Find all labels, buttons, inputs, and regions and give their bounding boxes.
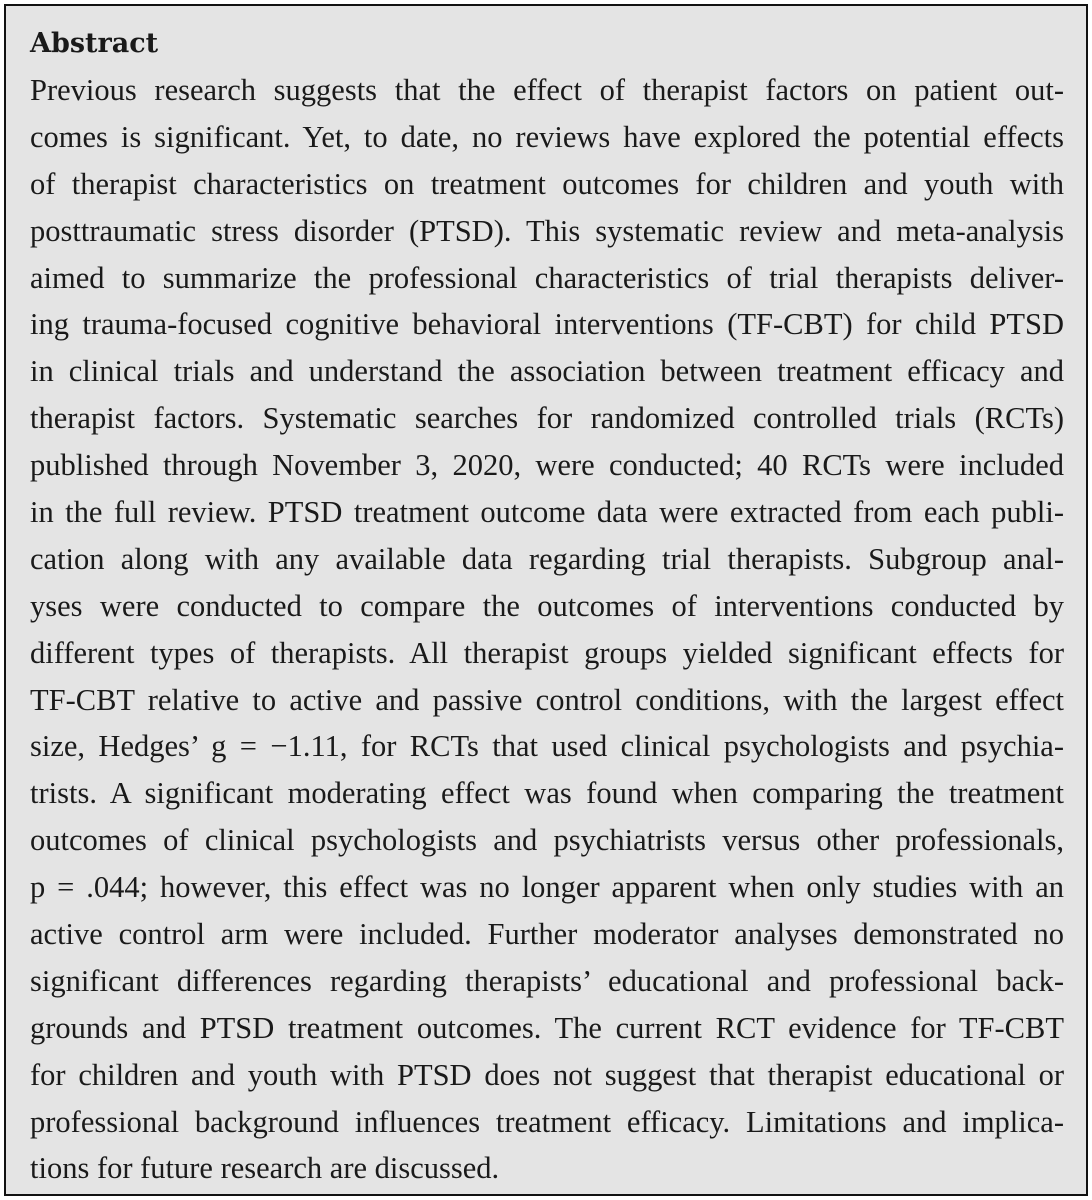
abstract-line: professional background influences treatment efficacy. Limitations and implica-: [30, 1104, 1064, 1139]
abstract-line: ing trauma-focused cognitive behavioral interventions (TF-CBT) for child PTSD: [30, 307, 1064, 342]
abstract-line: size, Hedges’ g = −1.11, for RCTs that used clinical psychologists and psychia-: [30, 729, 1064, 764]
abstract-line: trists. A significant moderating effect was found when comparing the treatment: [30, 776, 1064, 811]
abstract-line: published through November 3, 2020, were conducted; 40 RCTs were included: [30, 448, 1064, 483]
abstract-body: [30, 67, 1064, 1192]
abstract-line: therapist factors. Systematic searches for randomized controlled trials (RCTs): [30, 401, 1064, 436]
abstract-line: cation along with any available data regarding trial therapists. Subgroup anal-: [30, 541, 1064, 576]
abstract-line: comes is significant. Yet, to date, no reviews have explored the potential effects: [30, 119, 1064, 154]
abstract-line: grounds and PTSD treatment outcomes. The current RCT evidence for TF-CBT: [30, 1010, 1064, 1045]
abstract-line: TF-CBT relative to active and passive control conditions, with the largest effect: [30, 682, 1064, 717]
abstract-line: in clinical trials and understand the association between treatment efficacy and: [30, 354, 1064, 389]
abstract-line: aimed to summarize the professional characteristics of trial therapists deliver-: [30, 260, 1064, 295]
abstract-line: tions for future research are discussed.: [30, 1151, 500, 1186]
abstract-line: for children and youth with PTSD does not suggest that therapist educational or: [30, 1057, 1064, 1092]
abstract-line: in the full review. PTSD treatment outcome data were extracted from each publi-: [30, 495, 1064, 530]
abstract-heading: Abstract: [30, 28, 159, 59]
abstract-line: of therapist characteristics on treatment outcomes for children and youth with: [30, 166, 1064, 201]
abstract-line: yses were conducted to compare the outcomes of interventions conducted by: [30, 588, 1064, 623]
abstract-line: significant differences regarding therapists’ educational and professional back-: [30, 963, 1064, 998]
abstract-line: Previous research suggests that the effect of therapist factors on patient out-: [30, 73, 1064, 107]
abstract-line: posttraumatic stress disorder (PTSD). This systematic review and meta-analysis: [30, 213, 1064, 248]
abstract-box: [4, 4, 1088, 1196]
abstract-line: different types of therapists. All therapist groups yielded significant effects for: [30, 635, 1064, 670]
abstract-line: p = .044; however, this effect was no longer apparent when only studies with an: [30, 870, 1064, 905]
abstract-line: outcomes of clinical psychologists and psychiatrists versus other professionals,: [30, 823, 1064, 858]
abstract-line: active control arm were included. Further moderator analyses demonstrated no: [30, 917, 1064, 952]
